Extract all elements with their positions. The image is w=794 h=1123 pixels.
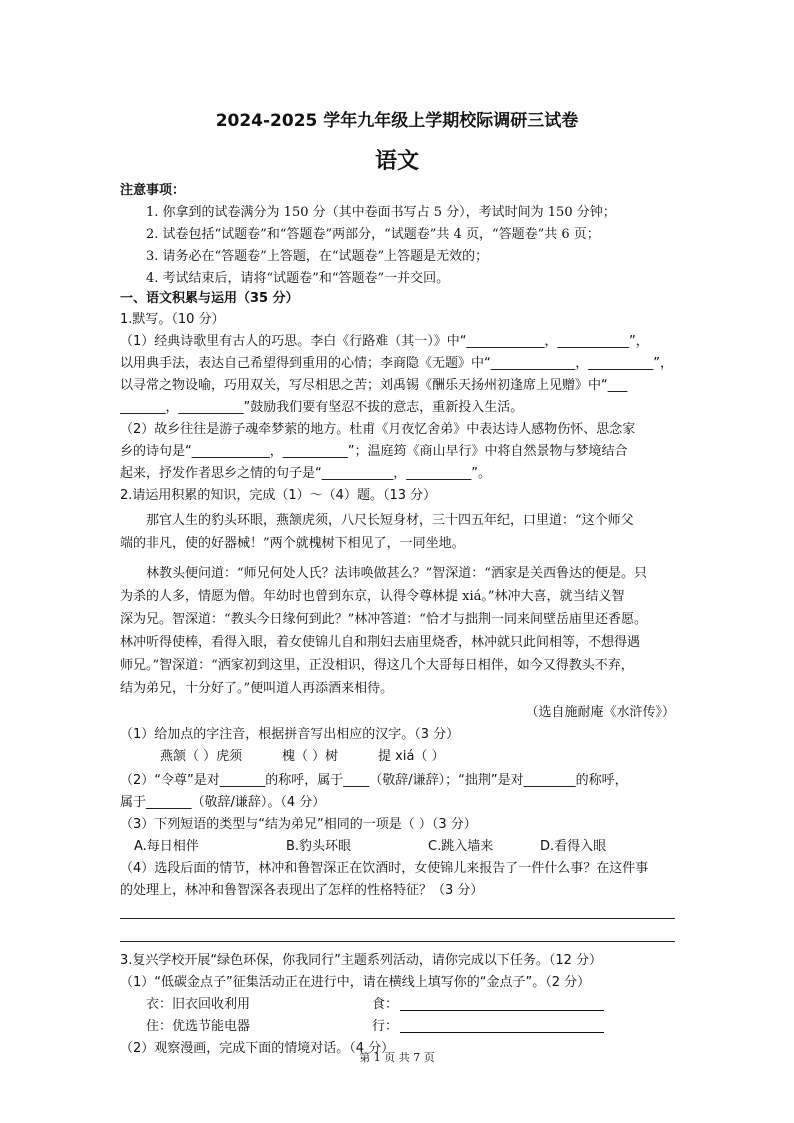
section-heading: 一、语文积累与运用（35 分） (120, 291, 299, 306)
option-d: D.看得入眼 (540, 839, 607, 854)
answer-line[interactable] (120, 918, 675, 919)
option-b: B.豹头环眼 (286, 839, 352, 854)
notice-item: 4. 考试结束后，请将“试题卷”和“答题卷”一并交回。 (146, 271, 450, 286)
q1-line: 起来，抒发作者思乡之情的句子是“___________，__________”。 (120, 466, 491, 481)
pinyin-item: 燕颔（ ）虎须 (160, 749, 243, 764)
sub-question: 属于_______（敬辞/谦辞）。（4 分） (120, 795, 326, 810)
passage-line: 师兄。”智深道：“洒家初到这里，正没相识，得这几个大哥每日相伴，如今又得教头不弃， (120, 658, 634, 673)
notice-item: 2. 试卷包括“试题卷”和“答题卷”两部分，“试题卷”共 4 页，“答题卷”共 6 页； (146, 227, 600, 242)
q1-line: _______，__________”鼓励我们要有坚忍不拔的意志，重新投入生活。 (120, 400, 524, 415)
tip-food-label: 食： (372, 997, 399, 1012)
sub-question: （1）给加点的字注音，根据拼音写出相应的汉字。（3 分） (120, 727, 460, 742)
q1-line: （2）故乡往往是游子魂牵梦萦的地方。杜甫《月夜忆舍弟》中表达诗人感物伤怀、思念家 (120, 422, 636, 437)
page-number: 第 1 页 共 7 页 (359, 1051, 435, 1064)
q1-line: （1）经典诗歌里有古人的巧思。李白《行路难（其一）》中“____________，___________”， (120, 334, 649, 349)
question-heading: 1.默写。（10 分） (120, 312, 225, 327)
tip-food-blank[interactable] (400, 996, 604, 1011)
sub-question: （2）观察漫画，完成下面的情境对话。（4 分） (120, 1041, 395, 1056)
pinyin-item: 提 xiá（ ） (378, 749, 445, 764)
notice-item: 1. 你拿到的试卷满分为 150 分（其中卷面书写占 5 分），考试时间为 150 分钟； (146, 205, 616, 220)
sub-question: （1）“低碳金点子”征集活动正在进行中，请在横线上填写你的“金点子”。（2 分） (120, 975, 591, 990)
sub-question: 的处理上，林冲和鲁智深各表现出了怎样的性格特征？（3 分） (120, 883, 484, 898)
exam-title: 2024-2025 学年九年级上学期校际调研三试卷 (215, 111, 579, 131)
passage-source: （选自施耐庵《水浒传》） (525, 705, 675, 720)
passage-line: 那官人生的豹头环眼，燕颔虎须，八尺长短身材，三十四五年纪，口里道：“这个师父 (146, 513, 634, 528)
exam-subject: 语文 (374, 149, 419, 174)
passage-line: 深为兄。智深道：“教头今日缘何到此？”林冲答道：“恰才与拙荆一同来间壁岳庙里还香愿。 (120, 612, 647, 627)
notice-heading: 注意事项： (120, 183, 186, 198)
sub-question: （3）下列短语的类型与“结为弟兄”相同的一项是（ ）（3 分） (120, 817, 477, 832)
passage-line: 林冲听得使棒，看得入眼，着女使锦儿自和荆妇去庙里烧香，林冲就只此间相等，不想得遇 (120, 635, 641, 650)
q1-line: 以寻常之物设喻，巧用双关，写尽相思之苦；刘禹锡《酬乐天扬州初逢席上见赠》中“___ (120, 378, 628, 393)
notice-item: 3. 请务必在“答题卷”上答题，在“试题卷”上答题是无效的； (146, 249, 489, 264)
question-heading: 2.请运用积累的知识，完成（1）～（4）题。（13 分） (120, 488, 437, 503)
tip-travel-blank[interactable] (400, 1018, 604, 1033)
option-a: A.每日相伴 (134, 839, 199, 854)
option-c: C.跳入墙来 (428, 839, 494, 854)
question-heading: 3.复兴学校开展“绿色环保，你我同行”主题系列活动，请你完成以下任务。（12 分） (120, 953, 603, 968)
passage-line: 端的非凡，使的好器械！”两个就槐树下相见了，一同坐地。 (120, 536, 465, 551)
answer-line[interactable] (120, 941, 675, 942)
tip-living: 住：优选节能电器 (146, 1019, 251, 1034)
q1-line: 以用典手法，表达自己希望得到重用的心情；李商隐《无题》中“_____________，__________”， (120, 356, 673, 371)
passage-line: 结为弟兄，十分好了。”便叫道人再添酒来相待。 (120, 681, 394, 696)
passage-line: 林教头便问道：“师兄何处人氏？法讳唤做甚么？”智深道：“洒家是关西鲁达的便是。只 (146, 566, 647, 581)
passage-line: 为杀的人多，情愿为僧。年幼时也曾到东京，认得令尊林提 xiá。”林冲大喜，就当结义智 (120, 589, 625, 604)
tip-clothing: 衣：旧衣回收利用 (146, 997, 251, 1012)
q1-line: 乡的诗句是“____________，__________”；温庭筠《商山早行》中将自然景物与梦境结合 (120, 444, 628, 459)
pinyin-item: 槐（ ）树 (282, 749, 339, 764)
tip-travel-label: 行： (372, 1019, 399, 1034)
sub-question: （2）“令尊”是对_______的称呼，属于____（敬辞/谦辞）；“拙荆”是对________的称呼， (120, 773, 628, 788)
sub-question: （4）选段后面的情节，林冲和鲁智深正在饮酒时，女使锦儿来报告了一件什么事？在这件事 (120, 861, 649, 876)
